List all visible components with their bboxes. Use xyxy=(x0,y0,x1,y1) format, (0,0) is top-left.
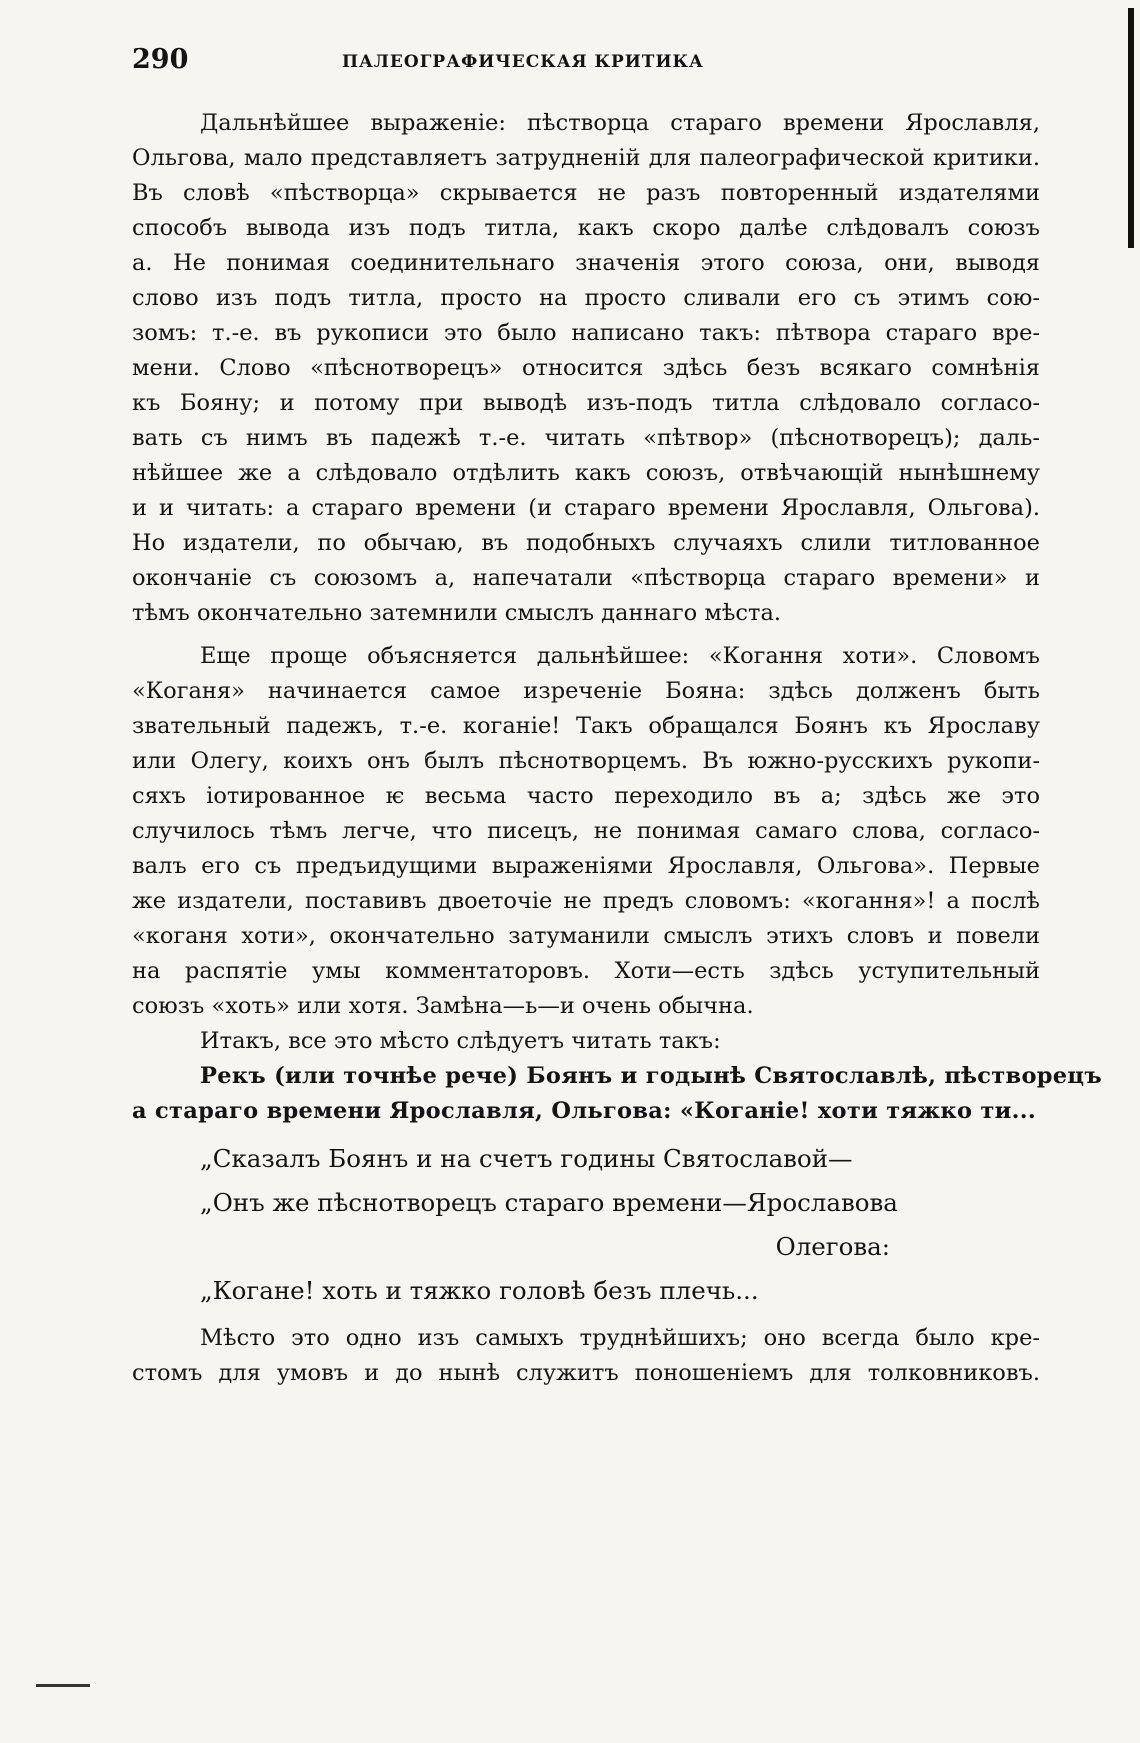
text-line: Итакъ, все это мѣсто слѣдуетъ читать такъ: xyxy=(200,1028,721,1054)
verse-line: „Коганe! хоть и тяжко головѣ безъ плечь... xyxy=(200,1276,759,1305)
text-line: Ольгова, мало представляетъ затрудненій для палеографической критики. xyxy=(132,145,1040,171)
text-line: на распятіе умы комментаторовъ. Хоти—есть здѣсь уступительный xyxy=(132,958,1040,984)
text-line: тѣмъ окончательно затемнили смыслъ даннаго мѣста. xyxy=(132,600,782,626)
paragraph-1 xyxy=(132,106,1040,631)
text-line: мени. Слово «пѣснотворецъ» относится здѣсь безъ всякаго сомнѣнія xyxy=(132,355,1040,381)
verse-line: „Онъ же пѣснотворецъ стараго времени—Ярославова xyxy=(200,1188,898,1217)
text-line: Но издатели, по обычаю, въ подобныхъ случаяхъ слили титлованное xyxy=(132,530,1040,556)
text-line: окончаніе съ союзомъ а, напечатали «пѣстворца стараго времени» и xyxy=(132,565,1040,591)
text-line: «Коганя» начинается самое изреченіе Бояна: здѣсь долженъ быть xyxy=(132,678,1040,704)
text-line: способъ вывода изъ подъ титла, какъ скоро далѣе слѣдовалъ союзъ xyxy=(132,215,1040,241)
verse-line: Олегова: xyxy=(775,1232,890,1261)
slavonic-quotation xyxy=(132,1059,1102,1129)
text-line: валъ его съ предъидущими выраженіями Ярославля, Ольгова». Первые xyxy=(132,853,1040,879)
text-line: Мѣсто это одно изъ самыхъ труднѣйшихъ; оно всегда было кре- xyxy=(200,1325,1040,1351)
paragraph-2 xyxy=(132,639,1040,1024)
text-line: случилось тѣмъ легче, что писецъ, не понимая самаго слова, согласо- xyxy=(132,818,1040,844)
paragraph-3 xyxy=(132,1024,1040,1059)
text-line: нѣйшее же а слѣдовало отдѣлить какъ союзъ, отвѣчающій нынѣшнему xyxy=(132,460,1040,486)
text-line: зомъ: т.-е. въ рукописи это было написано такъ: пѣтвора стараго вре- xyxy=(132,320,1040,346)
page-number: 290 xyxy=(132,44,189,75)
running-title: ПАЛЕОГРАФИЧЕСКАЯ КРИТИКА xyxy=(342,52,704,72)
paragraph-4 xyxy=(132,1321,1040,1391)
text-line: а стараго времени Ярославля, Ольгова: «Коганіе! хоти тяжко ти... xyxy=(132,1098,1037,1124)
text-line: Рекъ (или точнѣе рече) Боянъ и годынѣ Святославлѣ, пѣстворецъ xyxy=(200,1063,1102,1089)
text-line: вать съ нимъ въ падежѣ т.-е. читать «пѣтвор» (пѣснотворецъ); даль- xyxy=(132,425,1040,451)
scan-edge-bar xyxy=(1128,8,1134,248)
text-line: же издатели, поставивъ двоеточіе не предъ словомъ: «когання»! а послѣ xyxy=(132,888,1040,914)
text-line: звательный падежъ, т.-е. коганіе! Такъ обращался Боянъ къ Ярославу xyxy=(132,713,1040,739)
text-line: или Олегу, коихъ онъ былъ пѣснотворцемъ. Въ южно-русскихъ рукопи- xyxy=(132,748,1040,774)
text-line: союзъ «хоть» или хотя. Замѣна—ь—и очень обычна. xyxy=(132,993,754,1019)
text-line: стомъ для умовъ и до нынѣ служитъ поношеніемъ для толковниковъ. xyxy=(132,1360,1040,1386)
page-header xyxy=(132,44,1040,84)
text-line: Еще проще объясняется дальнѣйшее: «Когання хоти». Словомъ xyxy=(200,643,1040,669)
text-line: къ Бояну; и потому при выводѣ изъ-подъ титла слѣдовало согласо- xyxy=(132,390,1040,416)
text-line: слово изъ подъ титла, просто на просто сливали его съ этимъ сою- xyxy=(132,285,1040,311)
page-body xyxy=(132,106,1102,1391)
text-line: «коганя хоти», окончательно затуманили смыслъ этихъ словъ и повели xyxy=(132,923,1040,949)
text-line: а. Не понимая соединительнаго значенія этого союза, они, выводя xyxy=(132,250,1040,276)
margin-mark xyxy=(36,1684,90,1687)
verse-line: „Сказалъ Боянъ и на счетъ годины Святославой— xyxy=(200,1144,853,1173)
text-line: Дальнѣйшее выраженіе: пѣстворца стараго времени Ярославля, xyxy=(200,110,1040,136)
text-line: сяхъ іотированное ѥ весьма часто переходило въ а; здѣсь же это xyxy=(132,783,1040,809)
verse-translation xyxy=(132,1137,1040,1313)
text-line: и и читать: а стараго времени (и стараго времени Ярославля, Ольгова). xyxy=(132,495,1040,521)
text-line: Въ словѣ «пѣстворца» скрывается не разъ повторенный издателями xyxy=(132,180,1040,206)
